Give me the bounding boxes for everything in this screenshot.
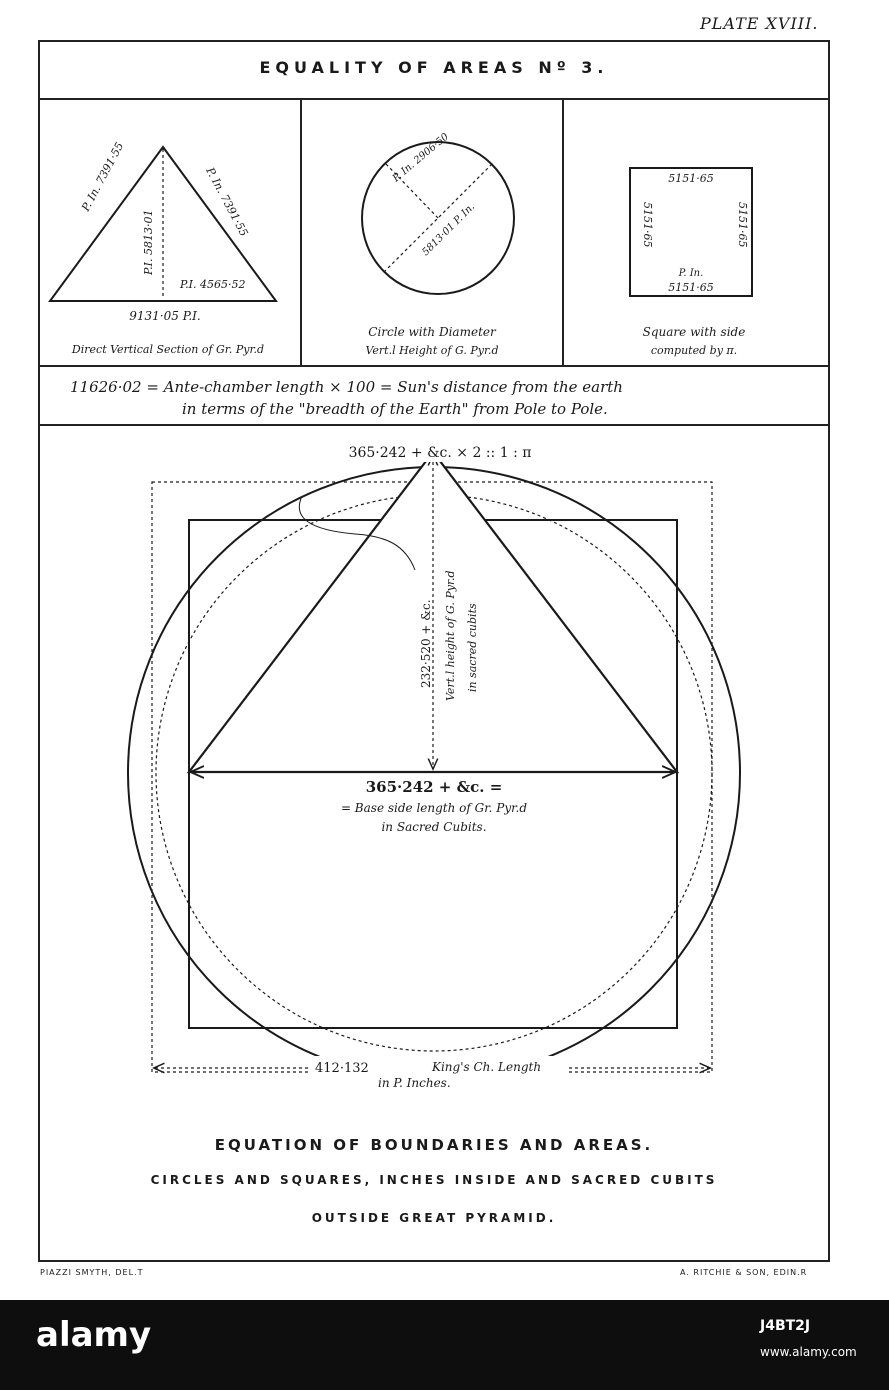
plate-label: PLATE XVIII. bbox=[700, 14, 819, 33]
statement-line2: in terms of the "breadth of the Earth" from Pole to Pole. bbox=[182, 400, 608, 418]
bottom-line2-label: in P. Inches. bbox=[378, 1076, 451, 1090]
caption-line2: CIRCLES AND SQUARES, INCHES INSIDE AND SACRED CUBITS bbox=[150, 1173, 718, 1187]
circle-panel bbox=[302, 100, 562, 364]
triangle-panel bbox=[40, 100, 300, 364]
circle-caption-line1: Circle with Diameter bbox=[368, 325, 496, 339]
square-caption-line1: Square with side bbox=[642, 325, 746, 339]
footer-right: A. RITCHIE & SON, EDIN.R bbox=[680, 1268, 808, 1277]
circle-caption-line2: Vert.l Height of G. Pyr.d bbox=[365, 344, 499, 357]
main-diagram bbox=[40, 426, 828, 1106]
statement-line1: 11626·02 = Ante-chamber length × 100 = Sun's distance from the earth bbox=[70, 378, 623, 396]
triangle-caption: Direct Vertical Section of Gr. Pyr.d bbox=[71, 343, 265, 356]
square-caption-line2: computed by π. bbox=[650, 344, 738, 357]
square-right-label: 5151·65 bbox=[736, 202, 749, 248]
circle-radius-label: P. In. 2906·50 bbox=[390, 131, 451, 185]
top-ratio-label: 365·242 + &c. × 2 :: 1 : π bbox=[348, 445, 532, 461]
vertical-line1-label: Vert.l height of G. Pyr.d bbox=[444, 570, 457, 701]
vertical-line2-label: in sacred cubits bbox=[466, 603, 479, 692]
square-panel bbox=[564, 100, 828, 364]
square-left-label: 5151·65 bbox=[641, 202, 654, 248]
watermark-logo: alamy bbox=[36, 1315, 152, 1355]
triangle-right-side-label: P. In. 7391·55 bbox=[203, 165, 251, 239]
divider-panels bbox=[38, 365, 830, 367]
square-bottom-label: 5151·65 bbox=[668, 281, 714, 294]
bottom-line1-label: King's Ch. Length bbox=[432, 1060, 542, 1074]
bottom-value-label: 412·132 bbox=[315, 1061, 369, 1076]
vertical-value-label: 232·520 + &c. bbox=[419, 599, 433, 688]
triangle-left-side-label: P. In. 7391·55 bbox=[79, 140, 127, 214]
page-title: EQUALITY OF AREAS Nº 3. bbox=[259, 58, 609, 77]
caption-line1: EQUATION OF BOUNDARIES AND AREAS. bbox=[214, 1136, 654, 1154]
triangle-half-base-label: P.I. 4565·52 bbox=[180, 278, 246, 291]
triangle-base-label: 9131·05 P.I. bbox=[129, 309, 201, 323]
watermark-image-id: J4BT2J bbox=[760, 1318, 811, 1334]
base-line1-label: = Base side length of Gr. Pyr.d bbox=[340, 801, 528, 815]
footer-left: PIAZZI SMYTH, DEL.T bbox=[40, 1268, 144, 1277]
caption-line3: OUTSIDE GREAT PYRAMID. bbox=[311, 1211, 557, 1225]
watermark-url: www.alamy.com bbox=[760, 1345, 857, 1359]
circle-diameter-label: 5813·01 P. In. bbox=[420, 201, 478, 259]
base-value-label: 365·242 + &c. = bbox=[365, 778, 503, 796]
base-line2-label: in Sacred Cubits. bbox=[381, 820, 487, 834]
square-top-label: 5151·65 bbox=[668, 172, 714, 185]
triangle-height-label: P.I. 5813·01 bbox=[142, 209, 155, 275]
square-unit-label: P. In. bbox=[678, 268, 704, 279]
